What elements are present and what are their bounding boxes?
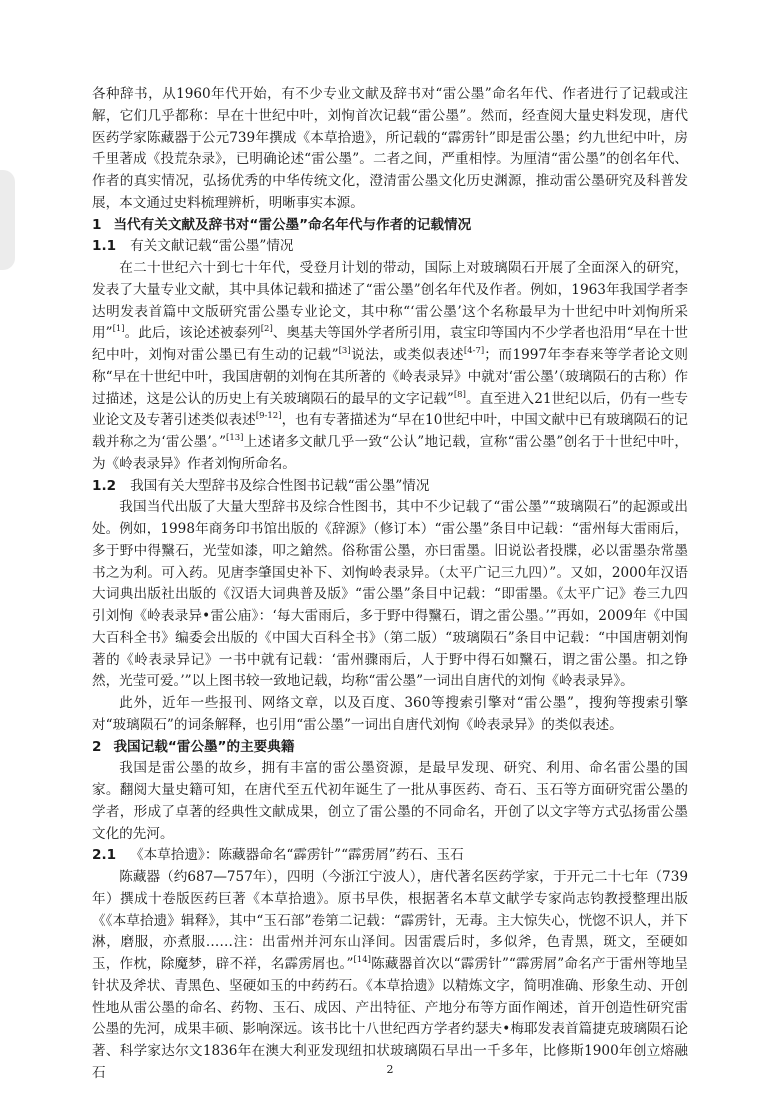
side-scroll-tab[interactable] (0, 170, 15, 270)
citation: [9-12] (255, 411, 282, 422)
citation: [13] (226, 433, 244, 443)
subsection-heading-2-1 (92, 845, 688, 867)
citation: [4-7] (463, 346, 485, 356)
text-run: 说法，或类似表述 (350, 347, 464, 363)
text-run: 、奥基夫等国外学者所引用，袁宝印等国内不少学者也沿用“早在十世纪中叶，刘恂对雷公墨已有生动的记载” (92, 325, 688, 363)
text-run: 。此后，该论述被泰列 (124, 325, 261, 342)
intro-paragraph: 各种辞书，从1960年代开始，有不少专业文献及辞书对“雷公墨”命名年代、作者进行了记载或注解，它们几乎都称：早在十世纪中叶，刘恂首次记载“雷公墨”。然而，经查阅大量史料发现，唐代医药学家陈藏器于公元739年撰成《本草拾遗》，所记载的“霹雳针”即是雷公墨；约九世纪中叶，房千里著成《投荒杂录》，已明确论述“雷公墨”。二者之间，严重相悖。为厘清“雷公墨”的创名年代、作者的真实情况，弘扬优秀的中华传统文化，澄清雷公墨文化历史渊源，推动雷公墨研究及科普发展，本文通过史料梳理辨析，明晰事实本源。 (92, 86, 688, 211)
citation: [8] (453, 389, 466, 400)
subsection-number: 1.2 (92, 477, 117, 494)
citation: [2] (260, 324, 273, 335)
text-run: 陈藏器（约687—757年），四明（今浙江宁波人），唐代著名医药学家，于开元二十七年（739年）撰成十卷版医药巨著《本草拾遗》。原书早佚，根据著名本草文献学专家尚志钧教授整理出版《《本草拾遗》辑释》，其中“玉石部”卷第二记载：“霹雳针，无毒。主大惊失心，恍惚不识人，并下淋，磨服，亦煮服……注：出雷州并河东山泽间。因雷震后时，多似斧，色青黑，斑文，至硬如玉，作枕，除魔梦，辟不祥，名霹雳屑也。” (92, 869, 688, 972)
paragraph-2: 我国是雷公墨的故乡，拥有丰富的雷公墨资源，是最早发现、研究、利用、命名雷公墨的国家。翻阅大量史籍可知，在唐代至五代初年诞生了一批从事医药、奇石、玉石等方面研究雷公墨的学者，形成了卓著的经典性文献成果，创立了雷公墨的不同命名，开创了以文字等方式弘扬雷公墨文化的先河。 (92, 760, 688, 842)
text-run: 上述诸多文献几乎一致“公认”地记载，宣称“雷公墨”创名于十世纪中叶，为《岭表录异》作者刘恂所命名。 (92, 434, 689, 472)
section-number: 1 (92, 216, 102, 233)
subsection-heading-1-2 (92, 476, 688, 498)
citation: [1] (112, 324, 125, 335)
paragraph-2-1 (92, 867, 688, 1085)
text-run: ；而1997年李春来等学者论文则称“早在十世纪中叶，我国唐朝的刘恂在其所著的《岭表录异》中就对‘雷公墨’（玻璃陨石的古称）作过描述，这是公认的历史上有关玻璃陨石的最早的文字记载” (92, 347, 688, 407)
paper-body (92, 84, 688, 1085)
subsection-title: 《本草拾遗》：陈藏器命名“霹雳针”“霹雳屑”药石、玉石 (130, 847, 464, 864)
paragraph-1-2-b: 此外，近年一些报刊、网络文章，以及百度、360等搜索引擎对“雷公墨”，搜狗等搜索引擎对“玻璃陨石”的词条解释，也引用“雷公墨”一词出自唐代刘恂《岭表录异》的类似表述。 (92, 695, 688, 733)
text-run: 在二十世纪六十到七十年代，受登月计划的带动，国际上对玻璃陨石开展了全面深入的研究，发表了大量专业文献，其中具体记载和描述了“雷公墨”创名年代及作者。例如，1963年我国学者李达明发表首篇中文版研究雷公墨专业论文，其中称“‘雷公墨’这个名称最早为十世纪中叶刘恂所采用” (92, 260, 688, 342)
page-number: 2 (386, 1063, 394, 1076)
section-number: 2 (92, 738, 102, 755)
section-heading-2 (92, 737, 688, 759)
section-title: 当代有关文献及辞书对“雷公墨”命名年代与作者的记载情况 (113, 216, 472, 233)
text-run: 。直至进入21世纪以后，仍有一些专业论文及专著引述类似表述 (92, 390, 689, 429)
section-title: 我国记载“雷公墨”的主要典籍 (113, 738, 295, 755)
text-run: 陈藏器首次以“霹雳针”“霹雳屑”命名产于雷州等地呈针状及斧状、青黑色、坚硬如玉的中药药石。《本草拾遗》以精炼文字，简明准确、形象生动、开创性地从雷公墨的命名、药物、玉石、成因、产出特征、产地分布等方面作阐述，首开创造性研究雷公墨的先河，成果丰硕、影响深远。该书比十八世纪西方学者约瑟夫•梅耶发表首篇捷克玻璃陨石论著、科学家达尔文1836年在澳大利亚发现纽扣状玻璃陨石早出一千多年，比修斯1900年创立熔融石 (92, 956, 689, 1081)
citation: [14] (353, 955, 371, 965)
citation: [3] (338, 346, 351, 356)
subsection-number: 1.1 (92, 238, 117, 255)
subsection-title: 有关文献记载“雷公墨”情况 (130, 238, 294, 255)
subsection-heading-1-1 (92, 236, 688, 258)
paragraph-1-2-a: 我国当代出版了大量大型辞书及综合性图书，其中不少记载了“雷公墨”“玻璃陨石”的起源或出处。例如，1998年商务印书馆出版的《辞源》（修订本）“雷公墨”条目中记载：“雷州每大雷雨后，多于野中得黳石，光莹如漆，叩之鎗然。俗称雷公墨，亦曰雷墨。旧说讼者投牒，必以雷墨杂常墨书之为利。可入药。见唐李肇国史补下、刘恂岭表录异。（太平广记三九四）”。又如，2000年汉语大词典出版社出版的《汉语大词典普及版》“雷公墨”条目中记载：“即雷墨。《太平广记》卷三九四引刘恂《岭表录异•雷公庙》：‘每大雷雨后，多于野中得黳石，谓之雷公墨。’”再如，2009年《中国大百科全书》编委会出版的《中国大百科全书》（第二版）“玻璃陨石”条目中记载：“中国唐朝刘恂著的《岭表录异记》一书中就有记载：‘雷州骤雨后，人于野中得石如黳石，谓之雷公墨。扣之铮然，光莹可爱。’”以上图书较一致地记载，均称“雷公墨”一词出自唐代的刘恂《岭表录异》。 (92, 499, 688, 690)
section-heading-1 (92, 215, 688, 237)
text-run: ，也有专著描述为“早在10世纪中叶，中国文献中已有玻璃陨石的记载并称之为‘雷公墨’。” (92, 412, 689, 450)
paragraph-1-1 (92, 258, 688, 476)
subsection-title: 我国有关大型辞书及综合性图书记载“雷公墨”情况 (130, 477, 430, 494)
subsection-number: 2.1 (92, 847, 117, 864)
